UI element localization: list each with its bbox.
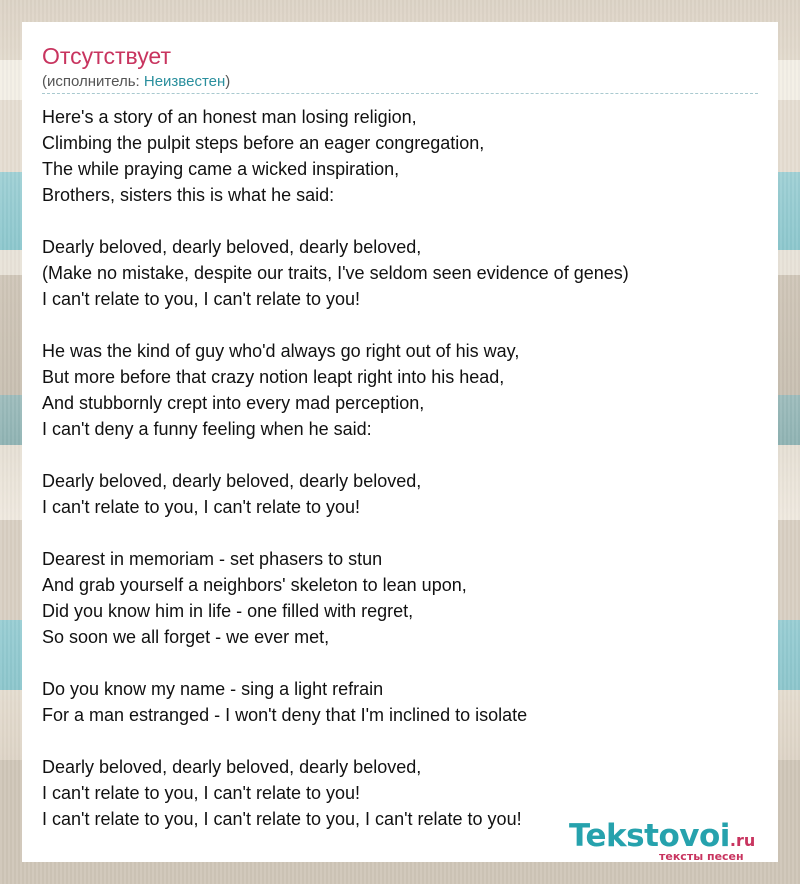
song-title: Отсутствует [42, 43, 171, 69]
stanza-break [42, 728, 758, 754]
lyric-line: But more before that crazy notion leapt right into his head, [42, 367, 505, 387]
lyric-line: Dearly beloved, dearly beloved, dearly beloved, [42, 237, 422, 257]
artist-suffix: ) [225, 73, 231, 90]
lyric-line: So soon we all forget - we ever met, [42, 627, 330, 647]
lyrics-card [22, 22, 778, 862]
artist-line [42, 72, 230, 92]
logo-tagline: тексты песен [659, 850, 744, 863]
lyric-line: And grab yourself a neighbors' skeleton to lean upon, [42, 575, 467, 595]
lyric-line: Here's a story of an honest man losing religion, [42, 107, 417, 127]
lyric-line: The while praying came a wicked inspiration, [42, 159, 400, 179]
lyric-line: (Make no mistake, despite our traits, I've seldom seen evidence of genes) [42, 263, 629, 283]
lyric-line: I can't relate to you, I can't relate to you! [42, 783, 361, 803]
lyric-line: Brothers, sisters this is what he said: [42, 185, 335, 205]
lyric-line: I can't relate to you, I can't relate to you, I can't relate to you! [42, 809, 522, 829]
lyric-line: He was the kind of guy who'd always go right out of his way, [42, 341, 520, 361]
stanza-break [42, 442, 758, 468]
lyric-line: Dearest in memoriam - set phasers to stun [42, 549, 383, 569]
title-divider [42, 93, 758, 94]
lyric-line: I can't relate to you, I can't relate to you! [42, 289, 361, 309]
stanza-break [42, 520, 758, 546]
lyric-line: I can't relate to you, I can't relate to you! [42, 497, 361, 517]
lyrics-text [42, 104, 758, 832]
lyric-line: And stubbornly crept into every mad perception, [42, 393, 425, 413]
lyric-line: Do you know my name - sing a light refrain [42, 679, 384, 699]
artist-prefix: (исполнитель: [42, 73, 144, 90]
lyric-line: I can't deny a funny feeling when he said: [42, 419, 372, 439]
logo-brand-text: Tekstovoi [569, 818, 730, 854]
lyric-line: For a man estranged - I won't deny that I'm inclined to isolate [42, 705, 528, 725]
lyric-line: Did you know him in life - one filled with regret, [42, 601, 414, 621]
artist-link[interactable]: Неизвестен [143, 73, 226, 90]
lyric-line: Dearly beloved, dearly beloved, dearly beloved, [42, 757, 422, 777]
site-logo[interactable] [569, 818, 779, 864]
lyric-line: Dearly beloved, dearly beloved, dearly beloved, [42, 471, 422, 491]
stanza-break [42, 312, 758, 338]
stanza-break [42, 650, 758, 676]
logo-tld: .ru [729, 831, 756, 850]
lyric-line: Climbing the pulpit steps before an eager congregation, [42, 133, 485, 153]
stanza-break [42, 208, 758, 234]
